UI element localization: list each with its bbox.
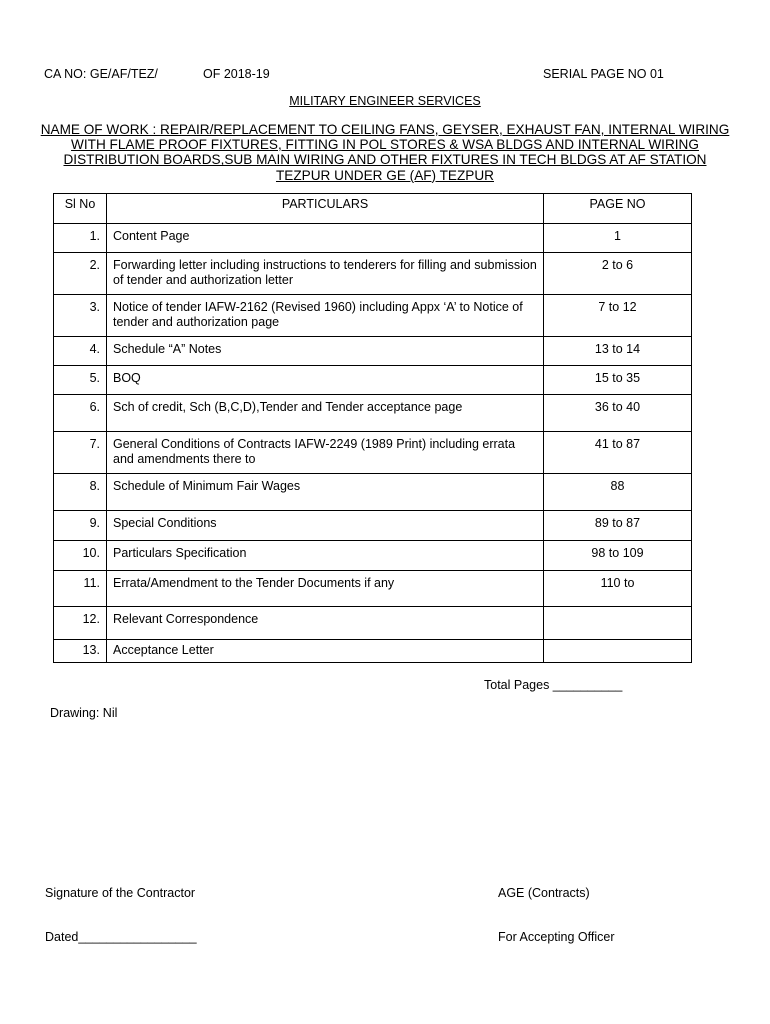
header-particulars: PARTICULARS <box>107 194 544 224</box>
row-page: 110 to <box>544 571 692 607</box>
table-row <box>54 607 692 640</box>
table-row <box>54 474 692 511</box>
row-sl: 1. <box>54 224 107 253</box>
row-sl: 4. <box>54 337 107 366</box>
row-sl: 6. <box>54 395 107 432</box>
row-particulars: Acceptance Letter <box>107 640 544 663</box>
row-page: 36 to 40 <box>544 395 692 432</box>
row-particulars: Schedule “A” Notes <box>107 337 544 366</box>
contractor-dated-line: Dated_________________ <box>45 929 197 944</box>
header-sl-no: Sl No <box>54 194 107 224</box>
contents-table <box>53 193 692 663</box>
accepting-officer-block <box>498 857 615 959</box>
row-page: 88 <box>544 474 692 511</box>
row-sl: 5. <box>54 366 107 395</box>
row-particulars: Special Conditions <box>107 511 544 541</box>
total-pages: Total Pages __________ <box>484 678 623 692</box>
contractor-signature-label: Signature of the Contractor <box>45 886 196 900</box>
table-row <box>54 224 692 253</box>
table-row <box>54 432 692 474</box>
row-sl: 7. <box>54 432 107 474</box>
row-page: 7 to 12 <box>544 295 692 337</box>
accepting-officer-label: For Accepting Officer <box>498 929 615 944</box>
row-page: 41 to 87 <box>544 432 692 474</box>
row-particulars: General Conditions of Contracts IAFW-2249 (1989 Print) including errata and amendments there to <box>107 432 544 474</box>
row-page: 15 to 35 <box>544 366 692 395</box>
table-row <box>54 541 692 571</box>
row-particulars: Particulars Specification <box>107 541 544 571</box>
row-sl: 3. <box>54 295 107 337</box>
row-sl: 12. <box>54 607 107 640</box>
table-row <box>54 395 692 432</box>
row-page <box>544 607 692 640</box>
drawing-note: Drawing: Nil <box>50 706 118 720</box>
row-page: 13 to 14 <box>544 337 692 366</box>
table-row <box>54 571 692 607</box>
document-title: MILITARY ENGINEER SERVICES <box>289 94 481 108</box>
table-row <box>54 511 692 541</box>
row-particulars: Content Page <box>107 224 544 253</box>
table-row <box>54 253 692 295</box>
row-sl: 2. <box>54 253 107 295</box>
financial-year: OF 2018-19 <box>203 67 270 81</box>
row-sl: 9. <box>54 511 107 541</box>
row-particulars: BOQ <box>107 366 544 395</box>
row-page: 89 to 87 <box>544 511 692 541</box>
row-page <box>544 640 692 663</box>
row-page: 98 to 109 <box>544 541 692 571</box>
name-of-work: NAME OF WORK : REPAIR/REPLACEMENT TO CEILING FANS, GEYSER, EXHAUST FAN, INTERNAL WIRING WITH FLAME PROOF FIXTURES, FITTING IN POL STORES & WSA BLDGS AND INTERNAL WIRING DISTRIBUTION BOARDS,SUB MAIN WIRING AND OTHER FIXTURES IN TECH BLDGS AT AF STATION TEZPUR UNDER GE (AF) TEZPUR <box>40 122 730 183</box>
row-particulars: Errata/Amendment to the Tender Documents if any <box>107 571 544 607</box>
row-sl: 10. <box>54 541 107 571</box>
contractor-signature-block <box>45 857 197 959</box>
table-header-row <box>54 194 692 224</box>
row-particulars: Forwarding letter including instructions to tenderers for filling and submission of tender and authorization letter <box>107 253 544 295</box>
row-particulars: Sch of credit, Sch (B,C,D),Tender and Tender acceptance page <box>107 395 544 432</box>
table-row <box>54 640 692 663</box>
ca-number: CA NO: GE/AF/TEZ/ <box>44 67 158 81</box>
row-particulars: Schedule of Minimum Fair Wages <box>107 474 544 511</box>
row-sl: 11. <box>54 571 107 607</box>
row-particulars: Notice of tender IAFW-2162 (Revised 1960) including Appx ‘A’ to Notice of tender and authorization page <box>107 295 544 337</box>
table-row <box>54 337 692 366</box>
row-page: 2 to 6 <box>544 253 692 295</box>
row-particulars: Relevant Correspondence <box>107 607 544 640</box>
age-contracts-label: AGE (Contracts) <box>498 886 590 900</box>
row-page: 1 <box>544 224 692 253</box>
row-sl: 13. <box>54 640 107 663</box>
serial-page-number: SERIAL PAGE NO 01 <box>543 67 664 81</box>
row-sl: 8. <box>54 474 107 511</box>
header-page-no: PAGE NO <box>544 194 692 224</box>
table-row <box>54 295 692 337</box>
table-row <box>54 366 692 395</box>
